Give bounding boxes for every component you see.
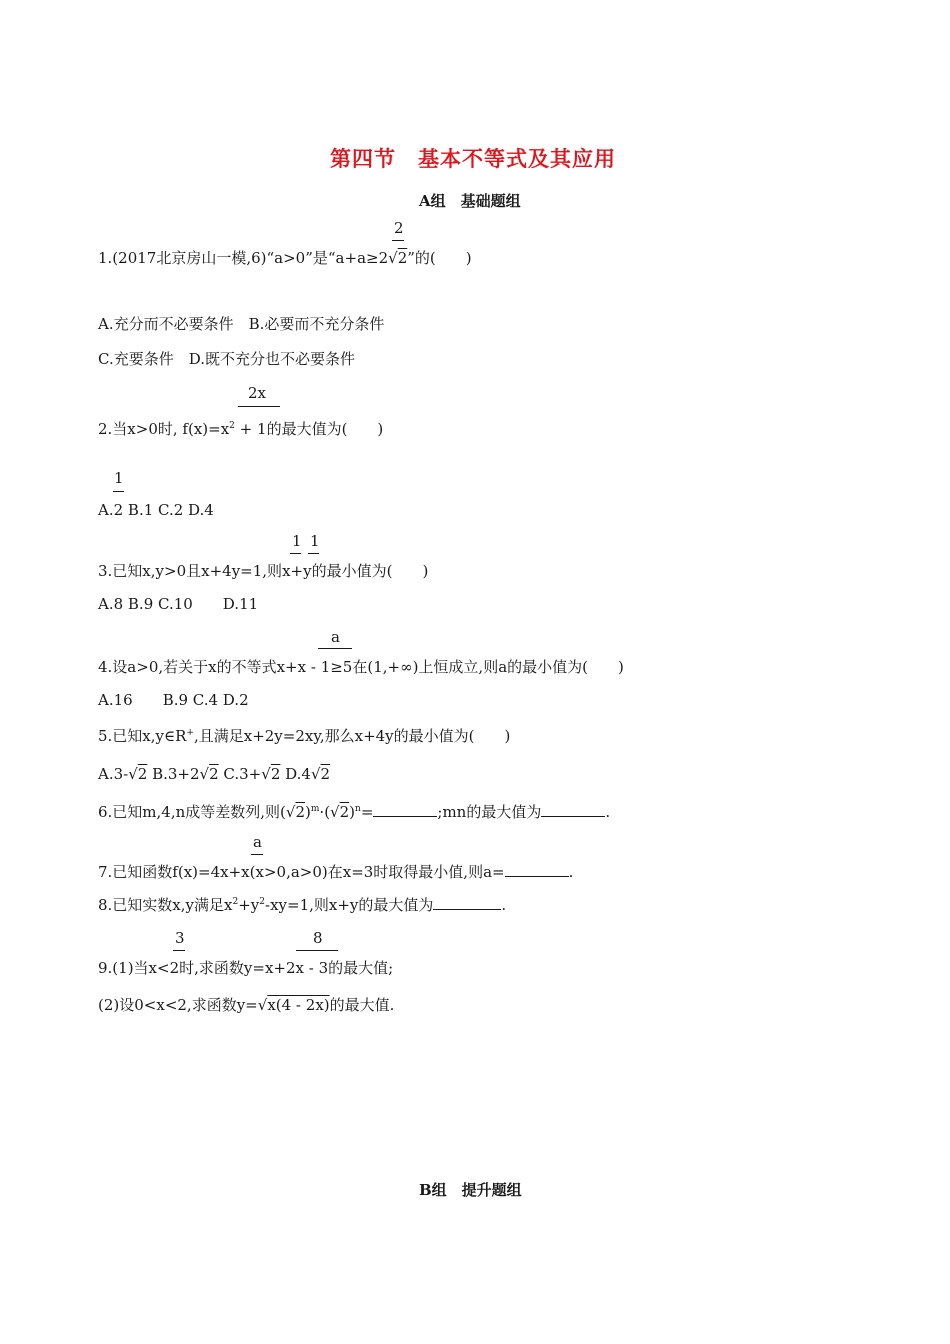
q1-radicand: 2 [397, 249, 408, 267]
q5-option-b: B.3+2 [147, 765, 200, 783]
question-8 [98, 895, 506, 915]
q9-fraction2-bar [296, 950, 338, 951]
q5-option-c-radicand: 2 [270, 765, 281, 783]
q9b-text-b: 的最大值. [329, 996, 395, 1014]
q2-text-b: 的最大值为( ) [266, 420, 384, 438]
q9-fraction1-denominator: 2 [169, 959, 180, 977]
q3-fraction2-numerator: 1 [310, 532, 320, 550]
q9-text-c: 的最大值; [328, 959, 394, 977]
q9-fraction1-bar [173, 950, 185, 951]
q8-text-c: -xy=1,则x+y的最大值为 [265, 896, 434, 914]
q7-text-a: 7.已知函数f(x)=4x+ [98, 863, 242, 881]
q6-text-b: ;mn的最大值为 [437, 803, 542, 821]
q2-fraction-numerator: 2x [248, 384, 267, 402]
sqrt-icon: √ [199, 765, 210, 783]
q8-end: . [501, 896, 507, 914]
q9-fraction2-numerator: 8 [313, 929, 323, 947]
section-title: 第四节 基本不等式及其应用 [330, 146, 616, 171]
sqrt-icon: √ [388, 249, 398, 267]
q6-text-a: 6.已知m,4,n成等差数列,则( [98, 803, 286, 821]
q8-superscript-1: 2 [232, 897, 239, 907]
q4-fraction-numerator: a [331, 628, 340, 646]
question-4 [98, 657, 624, 677]
q2-option-a-denominator: 2 [113, 501, 124, 519]
q2-option-a-bar [113, 491, 124, 492]
q4-fraction-bar [318, 648, 352, 649]
q3-options: A.8 B.9 C.10 D.11 [98, 595, 259, 613]
q6-exponent-m: m [310, 804, 320, 814]
q6-answer-blank-2[interactable] [541, 802, 605, 817]
q2-options [98, 500, 214, 520]
q1-text-b: ≥2 [366, 249, 389, 267]
q4-fraction-denominator: x - 1 [297, 658, 331, 676]
q5-option-d: D.4 [280, 765, 311, 783]
q2-fraction-bar [238, 406, 280, 407]
question-9-part-2 [98, 995, 394, 1015]
group-a-heading: A组 基础题组 [419, 192, 521, 210]
q7-answer-blank[interactable] [505, 862, 569, 877]
q6-equals: = [360, 803, 374, 821]
q9b-radicand: x(4 - 2x) [267, 996, 330, 1014]
q9b-text-a: (2)设0<x<2,求函数y= [98, 996, 258, 1014]
q7-text-b: (x>0,a>0)在x=3时取得最小值,则a= [249, 863, 505, 881]
q6-radicand-2: 2 [339, 803, 350, 821]
q5-options [98, 764, 330, 784]
q5-option-c: C.3+ [218, 765, 262, 783]
q4-options: A.16 B.9 C.4 D.2 [98, 691, 249, 709]
q2-text-a: 2.当x>0时, f(x)= [98, 420, 221, 438]
question-1 [98, 248, 472, 268]
group-b-heading: B组 提升题组 [419, 1181, 522, 1199]
sqrt-icon: √ [310, 765, 321, 783]
q6-end: . [605, 803, 611, 821]
q2-denominator-exponent: 2 [229, 421, 235, 431]
q2-options-rest: B.1 C.2 D.4 [123, 501, 214, 519]
question-3 [98, 561, 428, 581]
question-6: 6.已知m,4,n成等差数列,则$(√2)^m\cdot(√2)^n=$ ;mn的最大值为 . [98, 803, 611, 821]
q7-end: . [568, 863, 574, 881]
q3-plus: + [290, 562, 304, 580]
q4-text-a: 4.设a>0,若关于x的不等式x+ [98, 658, 298, 676]
q6-radicand-1: 2 [295, 803, 306, 821]
q5-text-b: ,且满足x+2y=2xy,那么x+4y的最小值为( ) [193, 727, 511, 745]
q7-fraction-bar [251, 854, 263, 855]
q3-fraction1-numerator: 1 [292, 532, 302, 550]
q2-denominator-tail: + 1 [234, 420, 267, 438]
q1-text-a: 1.(2017北京房山一模,6)“a>0”是“a+ [98, 249, 358, 267]
q8-text-b: +y [238, 896, 260, 914]
q5-option-a-radicand: 2 [137, 765, 148, 783]
sqrt-icon: √ [330, 803, 340, 821]
q8-answer-blank[interactable] [433, 895, 501, 910]
q3-fraction2-bar [308, 553, 319, 554]
q2-option-a-label: A. [98, 501, 114, 519]
q3-text-a: 3.已知x,y>0且x+4y=1,则 [98, 562, 283, 580]
q7-fraction-denominator: x [241, 863, 250, 881]
q8-superscript-2: 2 [259, 897, 265, 907]
q1-fraction-numerator: 2 [394, 219, 404, 237]
q2-denominator-x: x [220, 420, 230, 438]
q4-text-b: ≥5在(1,+∞)上恒成立,则a的最小值为( ) [330, 658, 624, 676]
q5-option-d-radicand: 2 [320, 765, 331, 783]
sqrt-icon: √ [261, 765, 271, 783]
q3-fraction1-bar [290, 553, 301, 554]
q7-fraction-numerator: a [253, 833, 262, 851]
q1-fraction-bar [392, 240, 404, 241]
q6-exponent-n: n [355, 804, 361, 814]
q3-text-b: 的最小值为( ) [311, 562, 429, 580]
sqrt-icon: √ [257, 996, 268, 1014]
q8-text-a: 8.已知实数x,y满足x [98, 896, 233, 914]
question-5 [98, 726, 510, 746]
question-2 [98, 419, 383, 439]
q5-text-a: 5.已知x,y∈R [98, 727, 187, 745]
q9-fraction1-numerator: 3 [175, 929, 185, 947]
q9-fraction2-denominator: 2x - 3 [285, 959, 329, 977]
q2-option-a-numerator: 1 [114, 469, 124, 487]
q1-text-c: ”的( ) [407, 249, 472, 267]
q6-answer-blank-1[interactable] [373, 802, 437, 817]
q5-option-a: A.3- [98, 765, 129, 783]
q3-fraction2-denominator: y [303, 562, 312, 580]
q5-option-b-radicand: 2 [209, 765, 219, 783]
q6-mid: ·( [319, 803, 331, 821]
question-7 [98, 862, 573, 882]
q3-fraction1-denominator: x [282, 562, 291, 580]
sqrt-icon: √ [128, 765, 138, 783]
sqrt-icon: √ [285, 803, 296, 821]
q9-text-a: 9.(1)当x< [98, 959, 170, 977]
q1-options-row-2: C.充要条件 D.既不充分也不必要条件 [98, 350, 355, 368]
q1-fraction-denominator: a [357, 249, 367, 267]
q1-options-row-1: A.充分而不必要条件 B.必要而不充分条件 [98, 315, 385, 333]
question-9-part-1 [98, 958, 393, 978]
q9-text-b: 时,求函数y=x+ [179, 959, 286, 977]
q5-superscript: + [186, 728, 194, 738]
